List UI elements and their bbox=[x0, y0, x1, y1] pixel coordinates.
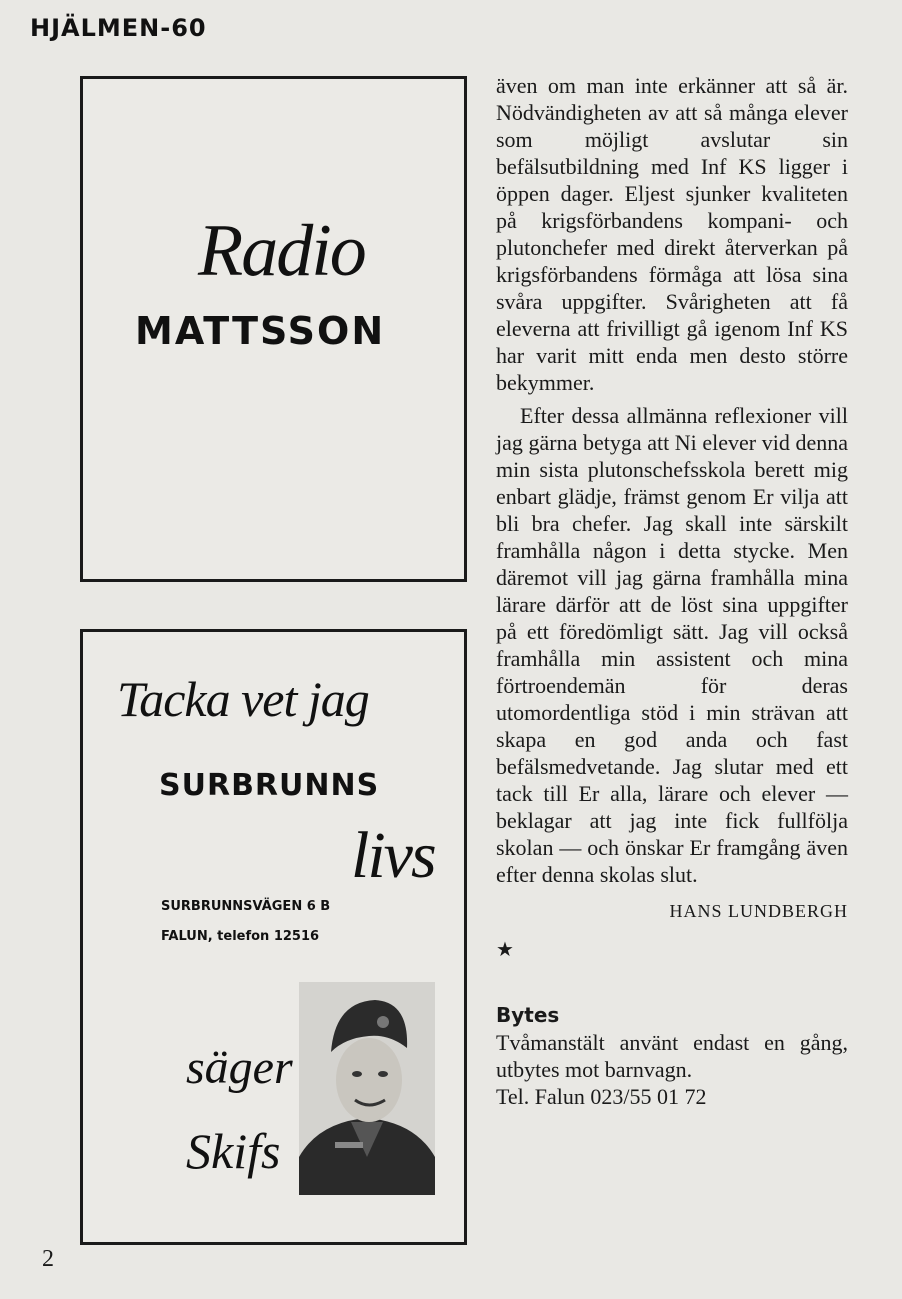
ad-city-phone: FALUN, telefon 12516 bbox=[161, 929, 320, 944]
surbrunns-title: SURBRUNNS bbox=[159, 768, 380, 803]
tacka-vet-jag-text: Tacka vet jag bbox=[117, 671, 369, 727]
skifs-script-text: Skifs bbox=[186, 1123, 281, 1179]
magazine-header: HJÄLMEN-60 bbox=[30, 14, 207, 42]
radio-script-text: Radio bbox=[198, 210, 365, 292]
soldier-portrait-photo bbox=[299, 982, 435, 1195]
classified-title: Bytes bbox=[496, 1003, 560, 1027]
ad-divider-rule bbox=[80, 579, 462, 582]
sager-script-text: säger bbox=[186, 1041, 293, 1094]
article-paragraph-1: även om man inte erkänner att så är. Nödvändigheten av att så många elever som möjligt avslutar sin befälsutbildning med Inf KS ligger i öppen dager. Eljest sjunker kvaliteten på krigsförbandens kompani- och plutonchefer med direkt återverkan på krigsförbandens förmåga att lösa sina svåra uppgifter. Svårigheten att få eleverna att frivilligt gå igenom Inf KS har varit mitt enda men desto större bekymmer. bbox=[496, 73, 848, 395]
soldier-portrait-image bbox=[299, 982, 435, 1195]
star-separator-icon: ★ bbox=[496, 939, 514, 961]
article-paragraph-2: Efter dessa allmänna reflexioner vill jag gärna betyga att Ni elever vid denna min sista plutonschefsskola berett mig enbart glädje, främst genom Er vilja att bli bra chefer. Jag skall inte särskilt framhålla någon i detta stycke. Men däremot vill jag gärna framhålla mina lärare därför att de löst sina uppgifter på ett föredömligt sätt. Jag vill också framhålla min assistent och mina förtroendemän för deras utomordentliga stöd i min strävan att skapa en god anda och fast befälsmedvetande. Jag slutar med ett tack till Er alla, lärare och elever — beklagar att jag inte fick fullfölja skolan — och önskar Er framgång även efter denna skolas slut. bbox=[496, 403, 848, 887]
ad-address: SURBRUNNSVÄGEN 6 B bbox=[161, 899, 331, 914]
radio-mattsson-ad bbox=[80, 76, 467, 582]
article-column bbox=[496, 72, 848, 1110]
livs-script-text: livs bbox=[351, 819, 435, 892]
page-number: 2 bbox=[42, 1246, 54, 1272]
classified-body: Tvåmanstält använt endast en gång, utbytes mot barnvagn. bbox=[496, 1030, 848, 1082]
surbrunns-livs-ad bbox=[80, 629, 467, 1245]
classified-phone: Tel. Falun 023/55 01 72 bbox=[496, 1084, 707, 1109]
mattsson-title: MATTSSON bbox=[135, 309, 386, 353]
author-signature: HANS LUNDBERGH bbox=[669, 901, 848, 921]
